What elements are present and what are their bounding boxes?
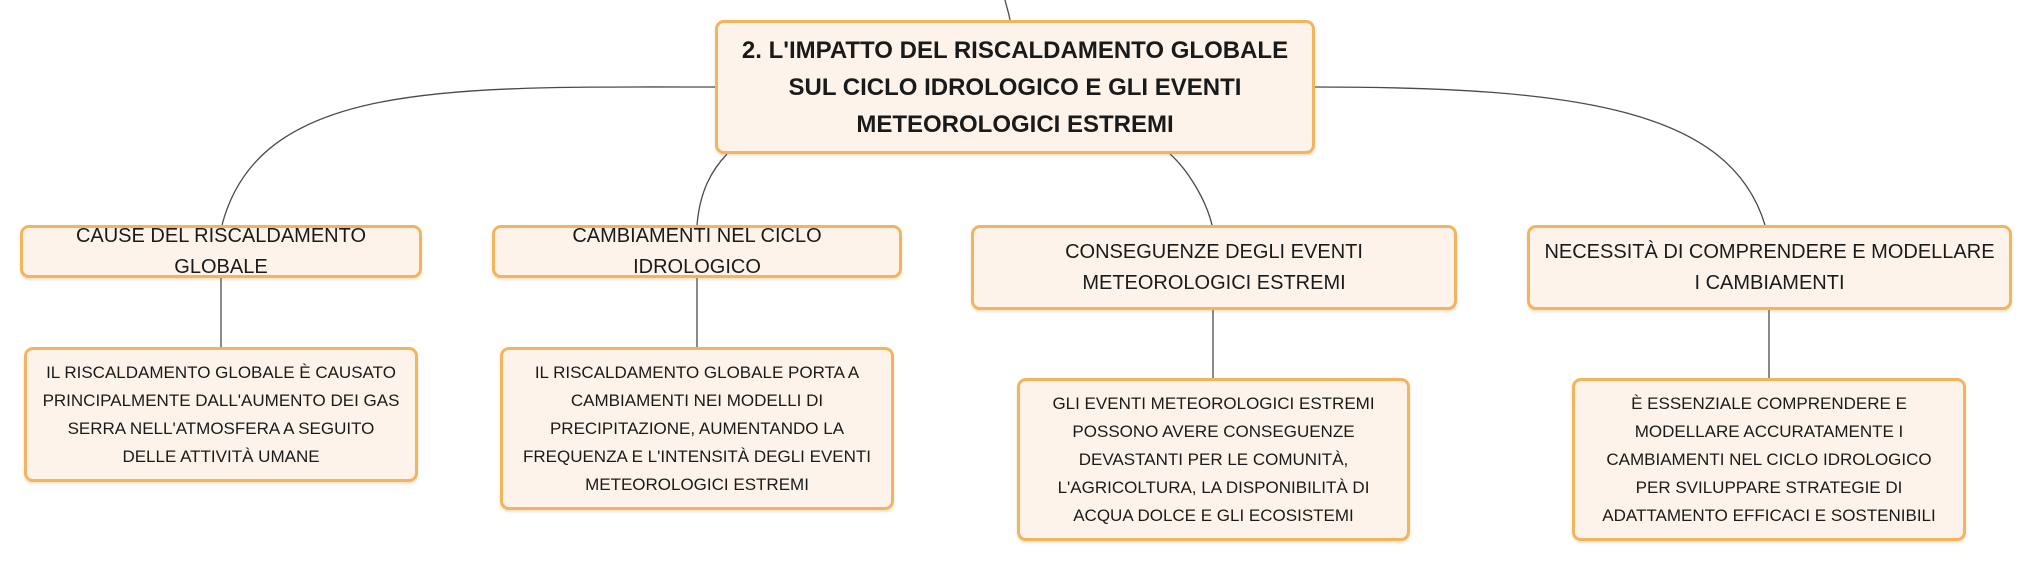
- branch-idrological-changes-label: CAMBIAMENTI NEL CICLO IDROLOGICO: [572, 224, 822, 278]
- detail-causes-text: IL RISCALDAMENTO GLOBALE È CAUSATO PRINCIPALMENTE DALL'AUMENTO DEI GAS SERRA NELL'ATMOSFERA A SEGUITO DELLE ATTIVITÀ UMANE: [42, 362, 400, 466]
- branch-causes-label: CAUSE DEL RISCALDAMENTO GLOBALE: [75, 224, 367, 278]
- detail-idrological-changes[interactable]: [500, 347, 894, 510]
- detail-modeling-need-text: È ESSENZIALE COMPRENDERE E MODELLARE ACCURATAMENTE I CAMBIAMENTI NEL CICLO IDROLOGICO PER SVILUPPARE STRATEGIE DI ADATTAMENTO EFFICACI E SOSTENIBILI: [1602, 393, 1936, 525]
- branch-modeling-need-label: NECESSITÀ DI COMPRENDERE E MODELLARE I CAMBIAMENTI: [1544, 240, 1995, 294]
- connector-root-to-modeling-need: [1315, 87, 1765, 225]
- branch-idrological-changes[interactable]: [492, 225, 902, 278]
- detail-idrological-changes-text: IL RISCALDAMENTO GLOBALE PORTA A CAMBIAMENTI NEI MODELLI DI PRECIPITAZIONE, AUMENTANDO LA FREQUENZA E L'INTENSITÀ DEGLI EVENTI METEOROLOGICI ESTREMI: [522, 362, 872, 494]
- connector-root-to-consequences: [1170, 154, 1212, 225]
- branch-consequences[interactable]: [971, 225, 1457, 310]
- detail-consequences-text: GLI EVENTI METEOROLOGICI ESTREMI POSSONO AVERE CONSEGUENZE DEVASTANTI PER LE COMUNITÀ, L'AGRICOLTURA, LA DISPONIBILITÀ DI ACQUA DOLCE E GLI ECOSISTEMI: [1052, 393, 1375, 525]
- connector-root-to-causes: [222, 87, 715, 225]
- connector-root-to-idrological-changes: [697, 154, 727, 225]
- root-topic[interactable]: [715, 20, 1315, 154]
- detail-consequences[interactable]: [1017, 378, 1410, 541]
- branch-consequences-label: CONSEGUENZE DEGLI EVENTI METEOROLOGICI ESTREMI: [1065, 240, 1363, 294]
- root-topic-label: 2. L'IMPATTO DEL RISCALDAMENTO GLOBALE SUL CICLO IDROLOGICO E GLI EVENTI METEOROLOGICI ESTREMI: [741, 36, 1289, 138]
- detail-causes[interactable]: [24, 347, 418, 482]
- connector-parent-to-root: [1005, 0, 1010, 20]
- branch-causes[interactable]: [20, 225, 422, 278]
- detail-modeling-need[interactable]: [1572, 378, 1966, 541]
- branch-modeling-need[interactable]: [1527, 225, 2012, 310]
